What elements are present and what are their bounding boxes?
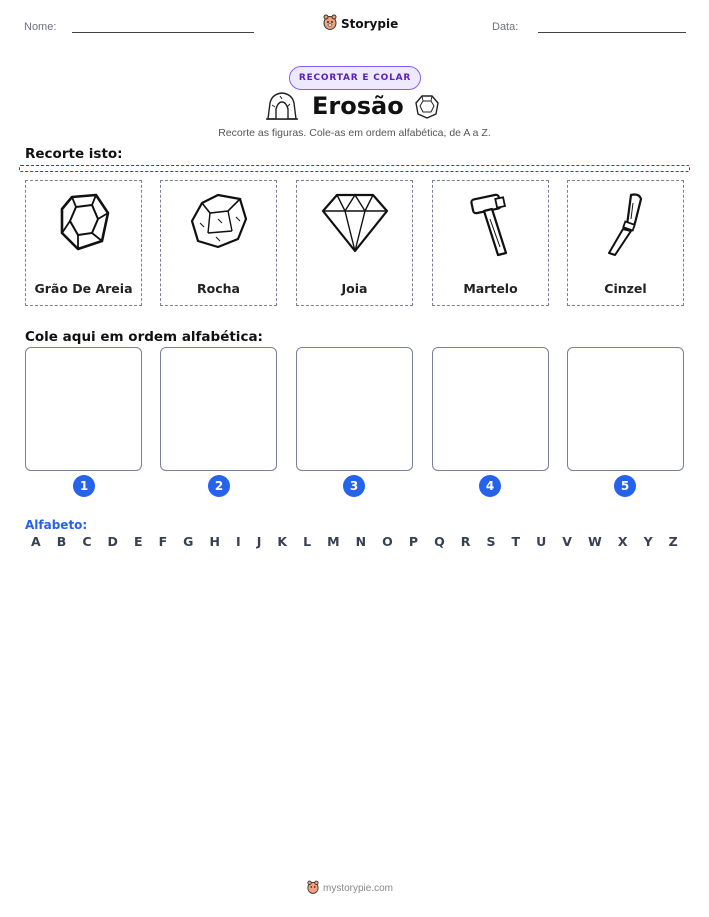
alphabet-heading: Alfabeto: [25,518,88,532]
order-number-2: 2 [208,475,230,497]
brand-name: Storypie [341,16,399,31]
storypie-mascot-icon [307,880,319,897]
alphabet-letter: X [617,534,628,549]
alphabet-letter: N [355,534,367,549]
cut-card-jewel[interactable] [296,180,413,306]
alphabet-letter: S [486,534,496,549]
alphabet-letter: Q [434,534,445,549]
date-label: Data: [492,21,519,33]
alphabet-letter: A [31,534,41,549]
chisel-icon [601,189,651,259]
paste-box-1[interactable] [25,347,142,471]
alphabet-letter: R [460,534,471,549]
alphabet-letter: D [107,534,118,549]
order-number-1: 1 [73,475,95,497]
activity-badge: RECORTAR E COLAR [289,66,421,90]
alphabet-letter: Y [643,534,653,549]
cut-card-rock[interactable] [160,180,277,306]
alphabet-letter: U [536,534,547,549]
footer-site[interactable]: mystorypie.com [323,883,394,894]
footer [307,880,393,897]
name-label: Nome: [24,21,57,33]
name-line[interactable] [72,32,254,33]
alphabet-letter: H [209,534,220,549]
diamond-icon [321,189,389,253]
rock-arch-icon [266,91,298,125]
alphabet-letter: V [562,534,572,549]
card-label: Cinzel [604,281,647,296]
paste-box-4[interactable] [432,347,549,471]
instructions: Recorte as figuras. Cole-as em ordem alfabética, de A a Z. [218,127,491,139]
card-label: Rocha [197,281,240,296]
alphabet-letter: L [303,534,312,549]
card-label: Joia [341,281,368,296]
alphabet-letter: W [588,534,602,549]
paste-section-heading: Cole aqui em ordem alfabética: [25,329,263,345]
alphabet-letter: M [327,534,340,549]
page-title: Erosão [312,92,404,120]
alphabet-letter: E [133,534,143,549]
cut-line [19,165,690,172]
card-label: Martelo [463,281,518,296]
paste-box-3[interactable] [296,347,413,471]
cut-card-chisel[interactable] [567,180,684,306]
brand-logo [323,14,398,33]
alphabet-letter: C [82,534,92,549]
alphabet-letter: T [511,534,521,549]
alphabet-letter: F [158,534,168,549]
alphabet-letter: J [256,534,262,549]
date-line[interactable] [538,32,686,33]
alphabet-letter: B [56,534,67,549]
paste-box-5[interactable] [567,347,684,471]
alphabet-letters [31,534,678,549]
rock-icon [188,189,250,253]
paste-box-2[interactable] [160,347,277,471]
storypie-mascot-icon [323,14,337,33]
alphabet-letter: I [236,534,241,549]
alphabet-letter: G [183,534,194,549]
order-number-5: 5 [614,475,636,497]
cut-section-heading: Recorte isto: [25,146,123,162]
order-number-4: 4 [479,475,501,497]
alphabet-letter: O [382,534,393,549]
hammer-icon [466,189,516,259]
order-number-3: 3 [343,475,365,497]
alphabet-letter: K [277,534,288,549]
card-label: Grão De Areia [34,281,133,296]
alphabet-letter: Z [668,534,678,549]
sand-grain-icon [56,189,112,253]
cut-card-hammer[interactable] [432,180,549,306]
alphabet-letter: P [408,534,419,549]
cut-card-sand-grain[interactable] [25,180,142,306]
gem-rock-icon [414,94,440,124]
